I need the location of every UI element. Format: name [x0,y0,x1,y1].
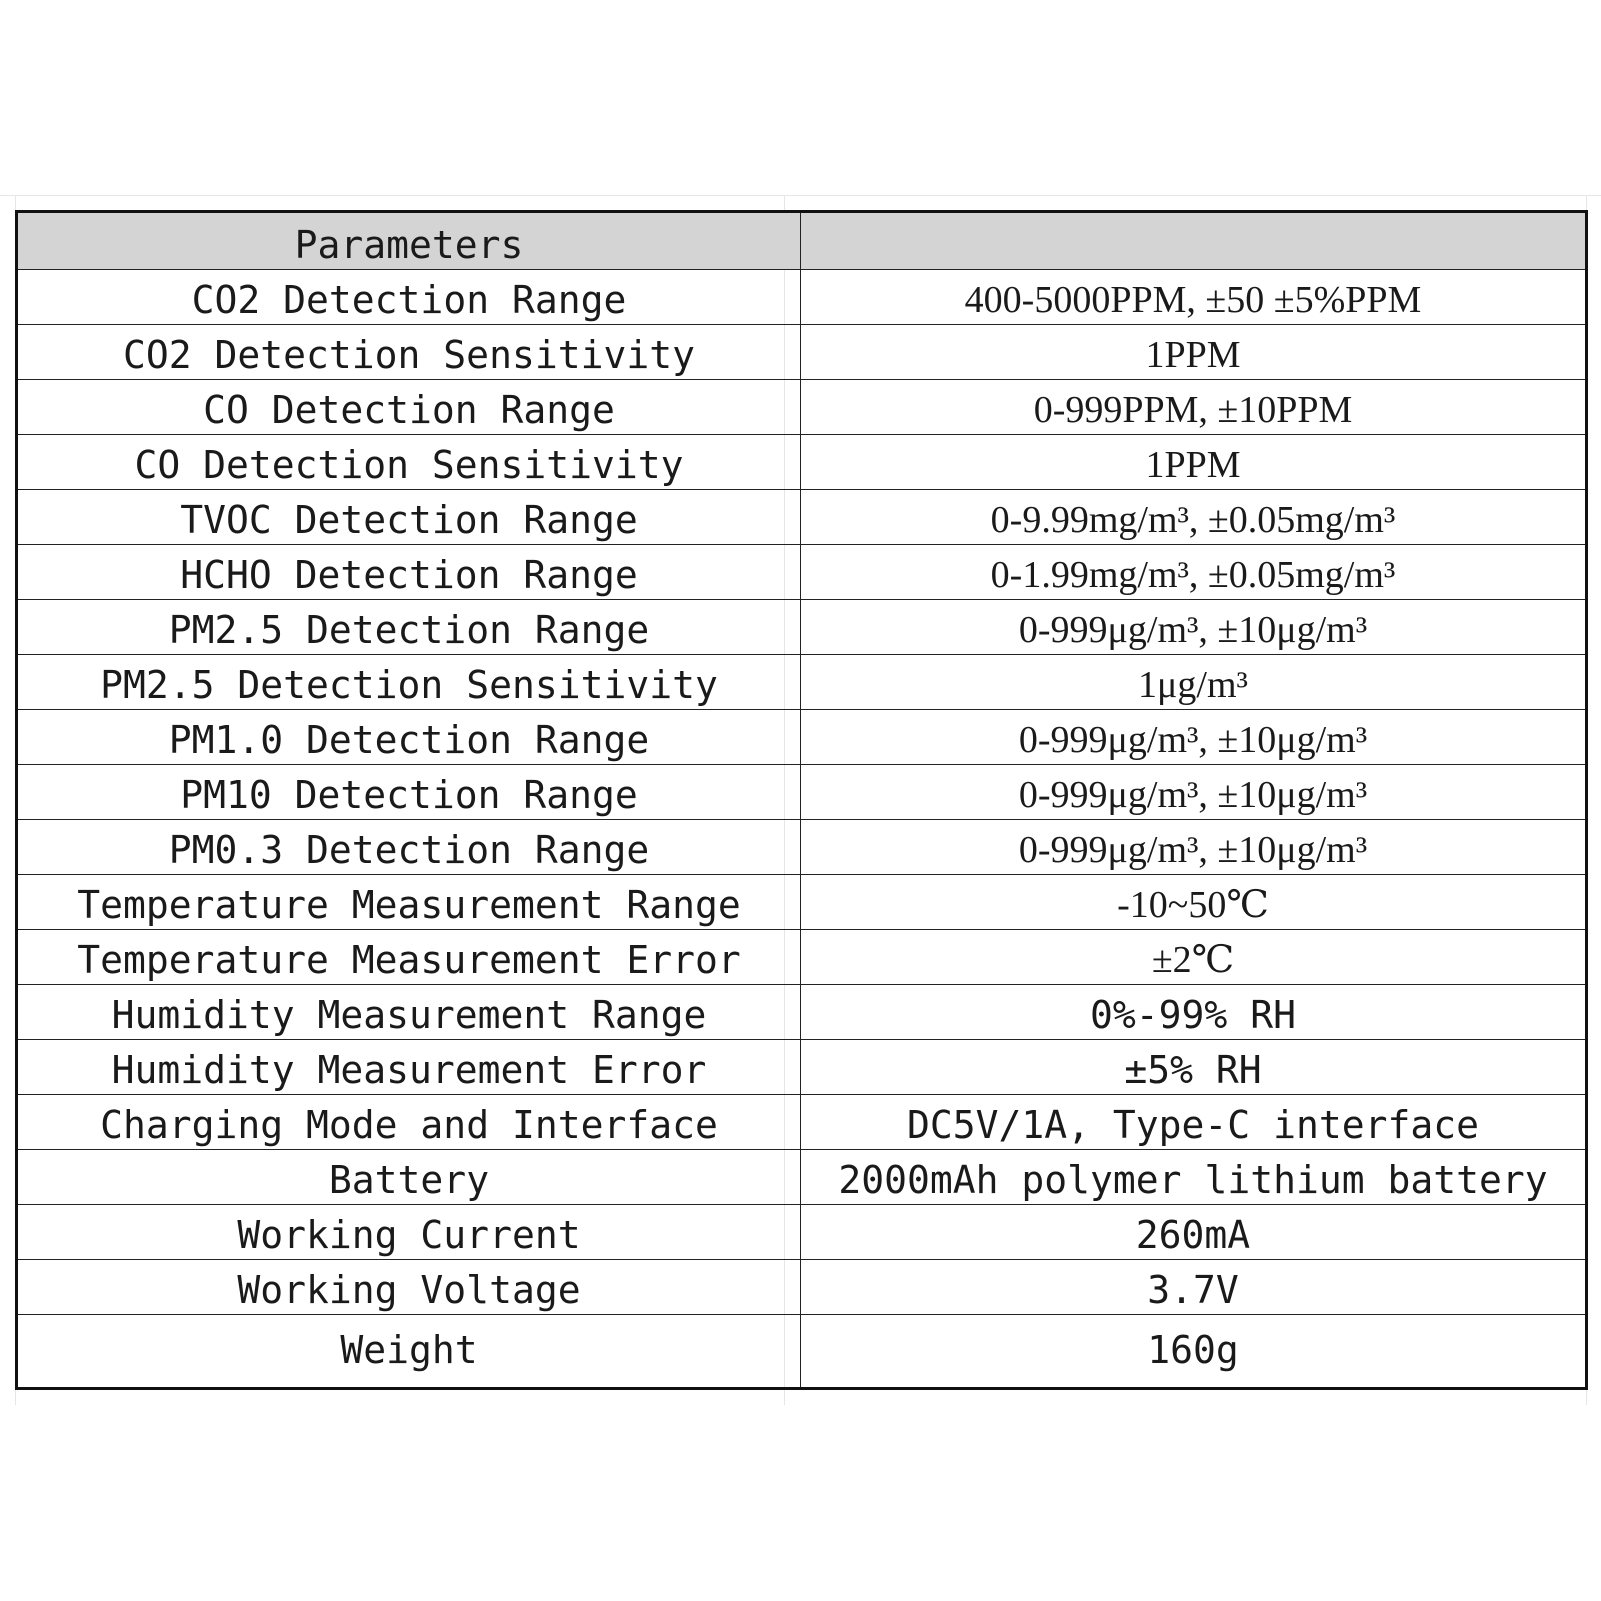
table-row [17,985,1587,1040]
value-cell[interactable]: 0-999μg/m³, ±10μg/m³ [801,710,1587,765]
table-row [17,1260,1587,1315]
header-parameters-cell[interactable]: Parameters [17,212,801,270]
value-cell[interactable]: 1μg/m³ [801,655,1587,710]
value-cell[interactable]: ±2℃ [801,930,1587,985]
header-value-cell[interactable] [801,212,1587,270]
parameter-cell[interactable]: PM1.0 Detection Range [17,710,801,765]
table-row [17,1315,1587,1389]
parameter-cell[interactable]: PM2.5 Detection Sensitivity [17,655,801,710]
parameter-cell[interactable]: PM2.5 Detection Range [17,600,801,655]
table-row [17,435,1587,490]
table-row [17,930,1587,985]
value-cell[interactable]: 0%-99% RH [801,985,1587,1040]
parameter-cell[interactable]: HCHO Detection Range [17,545,801,600]
table-row [17,820,1587,875]
value-cell[interactable]: -10~50℃ [801,875,1587,930]
table-row [17,1205,1587,1260]
table-row [17,490,1587,545]
parameter-cell[interactable]: PM10 Detection Range [17,765,801,820]
parameter-cell[interactable]: CO Detection Sensitivity [17,435,801,490]
value-cell[interactable]: 0-1.99mg/m³, ±0.05mg/m³ [801,545,1587,600]
value-cell[interactable]: 400-5000PPM, ±50 ±5%PPM [801,270,1587,325]
parameter-cell[interactable]: PM0.3 Detection Range [17,820,801,875]
table-row [17,545,1587,600]
value-cell[interactable]: 0-999PPM, ±10PPM [801,380,1587,435]
spec-table [15,210,1588,1390]
parameter-cell[interactable]: TVOC Detection Range [17,490,801,545]
value-cell[interactable]: 160g [801,1315,1587,1389]
parameter-cell[interactable]: Temperature Measurement Range [17,875,801,930]
value-cell[interactable]: 260mA [801,1205,1587,1260]
table-row [17,710,1587,765]
parameter-cell[interactable]: Weight [17,1315,801,1389]
parameter-cell[interactable]: CO2 Detection Range [17,270,801,325]
value-cell[interactable]: 0-9.99mg/m³, ±0.05mg/m³ [801,490,1587,545]
value-cell[interactable]: 0-999μg/m³, ±10μg/m³ [801,600,1587,655]
table-row [17,380,1587,435]
table-row [17,270,1587,325]
table-row [17,600,1587,655]
parameter-cell[interactable]: Temperature Measurement Error [17,930,801,985]
value-cell[interactable]: ±5% RH [801,1040,1587,1095]
parameter-cell[interactable]: CO2 Detection Sensitivity [17,325,801,380]
parameter-cell[interactable]: Battery [17,1150,801,1205]
value-cell[interactable]: DC5V/1A, Type-C interface [801,1095,1587,1150]
table-row [17,875,1587,930]
table-row [17,1150,1587,1205]
table-row [17,325,1587,380]
table-row [17,655,1587,710]
table-row [17,1095,1587,1150]
table-row [17,765,1587,820]
parameter-cell[interactable]: Charging Mode and Interface [17,1095,801,1150]
value-cell[interactable]: 0-999μg/m³, ±10μg/m³ [801,765,1587,820]
value-cell[interactable]: 0-999μg/m³, ±10μg/m³ [801,820,1587,875]
parameter-cell[interactable]: Working Current [17,1205,801,1260]
parameter-cell[interactable]: Working Voltage [17,1260,801,1315]
value-cell[interactable]: 3.7V [801,1260,1587,1315]
table-row [17,1040,1587,1095]
table-header-row [17,212,1587,270]
value-cell[interactable]: 2000mAh polymer lithium battery [801,1150,1587,1205]
value-cell[interactable]: 1PPM [801,325,1587,380]
parameter-cell[interactable]: Humidity Measurement Error [17,1040,801,1095]
value-cell[interactable]: 1PPM [801,435,1587,490]
parameter-cell[interactable]: CO Detection Range [17,380,801,435]
parameter-cell[interactable]: Humidity Measurement Range [17,985,801,1040]
